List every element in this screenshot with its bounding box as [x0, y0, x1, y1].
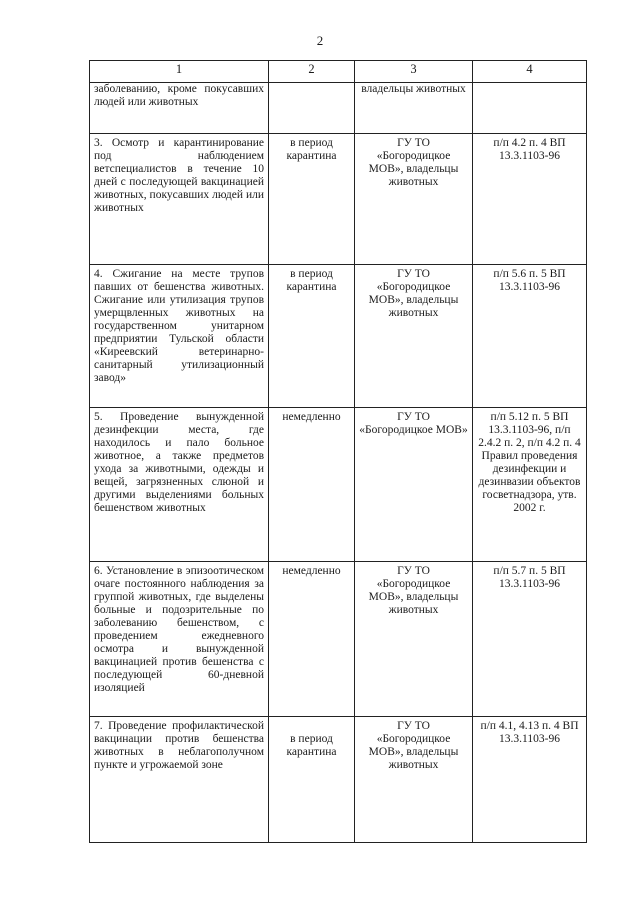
reference-cell: п/п 5.12 п. 5 ВП 13.3.1103-96, п/п 2.4.2 п. 2, п/п 4.2 п. 4 Правил проведения дезинфекции и дезинвазии объектов госветнадзора, утв. 2002 г.: [473, 408, 587, 562]
reference-cell: п/п 4.2 п. 4 ВП 13.3.1103-96: [473, 134, 587, 265]
reference-cell: п/п 4.1, 4.13 п. 4 ВП 13.3.1103-96: [473, 717, 587, 843]
table-row: [90, 265, 587, 408]
table-row: [90, 134, 587, 265]
responsible-cell: ГУ ТО «Богородицкое МОВ», владельцы животных: [355, 134, 473, 265]
column-header-2: 2: [269, 61, 355, 83]
reference-cell: п/п 5.7 п. 5 ВП 13.3.1103-96: [473, 562, 587, 717]
reference-cell: [473, 83, 587, 134]
column-header-4: 4: [473, 61, 587, 83]
column-header-3: 3: [355, 61, 473, 83]
table-row: [90, 83, 587, 134]
responsible-cell: владельцы животных: [355, 83, 473, 134]
responsible-cell: ГУ ТО «Богородицкое МОВ»: [355, 408, 473, 562]
measure-cell: 3. Осмотр и карантинирование под наблюдением ветспециалистов в течение 10 дней с последующей вакцинацией животных, покусавших людей или животных: [90, 134, 269, 265]
responsible-cell: ГУ ТО «Богородицкое МОВ», владельцы животных: [355, 265, 473, 408]
measures-table: [89, 60, 587, 843]
measure-cell: заболеванию, кроме покусавших людей или животных: [90, 83, 269, 134]
responsible-cell: ГУ ТО «Богородицкое МОВ», владельцы животных: [355, 562, 473, 717]
table-row: [90, 717, 587, 843]
column-header-1: 1: [90, 61, 269, 83]
measure-cell: 6. Установление в эпизоотическом очаге постоянного наблюдения за группой животных, где выделены больные и подозрительные по заболеванию бешенством, с проведением ежедневного осмотра и вынужденной вакцинацией против бешенства с последующей 60-дневной изоляцией: [90, 562, 269, 717]
measure-cell: 5. Проведение вынужденной дезинфекции места, где находилось и пало больное животное, а также предметов ухода за животными, одежды и вещей, загрязненных слюной и другими выделениями больных бешенством животных: [90, 408, 269, 562]
table-row: [90, 562, 587, 717]
table-row: [90, 408, 587, 562]
measure-cell: 7. Проведение профилактической вакцинации против бешенства животных в неблагополучном пункте и угрожаемой зоне: [90, 717, 269, 843]
deadline-cell: немедленно: [269, 408, 355, 562]
responsible-cell: ГУ ТО «Богородицкое МОВ», владельцы животных: [355, 717, 473, 843]
deadline-cell: в период карантина: [269, 717, 355, 843]
page-number: 2: [316, 33, 324, 48]
deadline-cell: в период карантина: [269, 265, 355, 408]
table-header-row: [90, 61, 587, 83]
deadline-cell: в период карантина: [269, 134, 355, 265]
reference-cell: п/п 5.6 п. 5 ВП 13.3.1103-96: [473, 265, 587, 408]
measure-cell: 4. Сжигание на месте трупов павших от бешенства животных. Сжигание или утилизация трупов умерщвленных животных на государственном унитарном предприятии Тульской области «Киреевский ветеринарно-санитарный утилизационный завод»: [90, 265, 269, 408]
deadline-cell: немедленно: [269, 562, 355, 717]
deadline-cell: [269, 83, 355, 134]
